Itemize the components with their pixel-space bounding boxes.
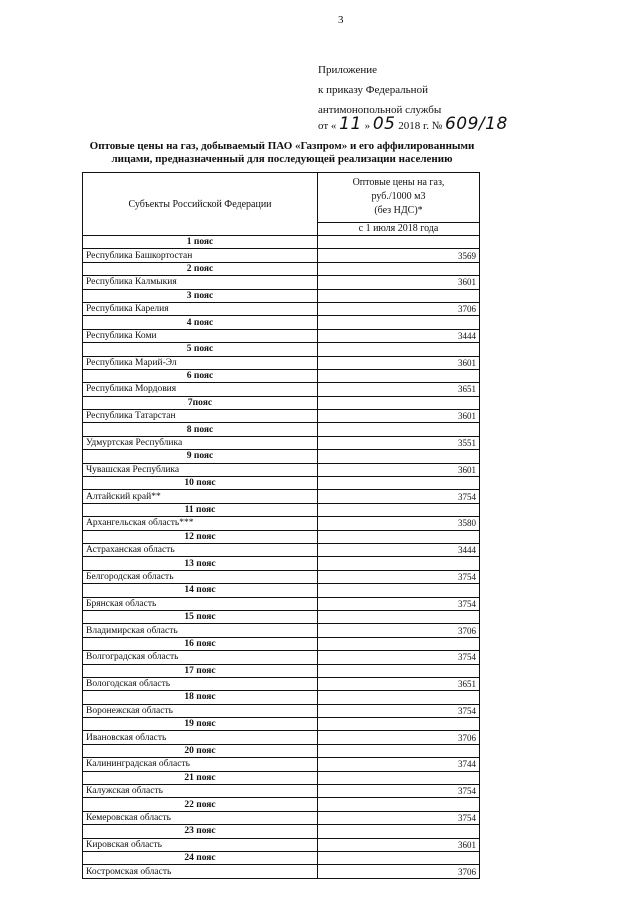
belt-empty-cell — [318, 423, 480, 436]
table-body — [83, 236, 480, 879]
price-value: 3580 — [318, 517, 480, 530]
order-prefix: от « — [318, 120, 337, 132]
table-row — [83, 570, 480, 583]
belt-empty-cell — [318, 289, 480, 302]
table-row — [83, 356, 480, 369]
region-name: Калининградская область — [83, 758, 318, 771]
price-value: 3754 — [318, 651, 480, 664]
region-name: Астраханская область — [83, 543, 318, 556]
belt-empty-cell — [318, 637, 480, 650]
price-value: 3754 — [318, 704, 480, 717]
price-value: 3754 — [318, 570, 480, 583]
table-row — [83, 677, 480, 690]
belt-label: 21 пояс — [83, 771, 318, 784]
region-name: Республика Карелия — [83, 302, 318, 315]
price-value: 3651 — [318, 383, 480, 396]
belt-row — [83, 423, 480, 436]
table-row — [83, 249, 480, 262]
belt-empty-cell — [318, 718, 480, 731]
table-row — [83, 383, 480, 396]
belt-label: 13 пояс — [83, 557, 318, 570]
belt-row — [83, 825, 480, 838]
belt-row — [83, 851, 480, 864]
belt-row — [83, 798, 480, 811]
belt-empty-cell — [318, 530, 480, 543]
belt-label: 8 пояс — [83, 423, 318, 436]
belt-empty-cell — [318, 236, 480, 249]
belt-empty-cell — [318, 450, 480, 463]
belt-empty-cell — [318, 503, 480, 516]
region-name: Республика Калмыкия — [83, 276, 318, 289]
header-prices-line: руб./1000 м3 — [371, 191, 426, 203]
belt-empty-cell — [318, 316, 480, 329]
order-mid: » — [364, 120, 371, 132]
price-value: 3601 — [318, 838, 480, 851]
appendix-line: антимонопольной службы — [318, 104, 442, 116]
belt-label: 3 пояс — [83, 289, 318, 302]
belt-label: 14 пояс — [83, 584, 318, 597]
region-name: Воронежская область — [83, 704, 318, 717]
region-name: Архангельская область*** — [83, 517, 318, 530]
region-name: Кировская область — [83, 838, 318, 851]
table-row — [83, 624, 480, 637]
region-name: Ивановская область — [83, 731, 318, 744]
region-name: Костромская область — [83, 865, 318, 878]
belt-row — [83, 262, 480, 275]
price-value: 3444 — [318, 329, 480, 342]
belt-empty-cell — [318, 798, 480, 811]
belt-label: 19 пояс — [83, 718, 318, 731]
price-value: 3706 — [318, 731, 480, 744]
region-name: Алтайский край** — [83, 490, 318, 503]
belt-empty-cell — [318, 744, 480, 757]
belt-empty-cell — [318, 557, 480, 570]
header-subjects: Субъекты Российской Федерации — [83, 173, 318, 236]
belt-row — [83, 369, 480, 382]
belt-label: 10 пояс — [83, 477, 318, 490]
belt-row — [83, 503, 480, 516]
price-value: 3601 — [318, 276, 480, 289]
belt-empty-cell — [318, 477, 480, 490]
belt-row — [83, 584, 480, 597]
belt-label: 6 пояс — [83, 369, 318, 382]
belt-row — [83, 316, 480, 329]
belt-row — [83, 610, 480, 623]
belt-empty-cell — [318, 691, 480, 704]
belt-row — [83, 530, 480, 543]
belt-row — [83, 744, 480, 757]
price-value: 3551 — [318, 436, 480, 449]
belt-label: 7пояс — [83, 396, 318, 409]
belt-label: 18 пояс — [83, 691, 318, 704]
header-prices — [318, 173, 480, 223]
price-value: 3754 — [318, 785, 480, 798]
table-row — [83, 463, 480, 476]
belt-label: 23 пояс — [83, 825, 318, 838]
table-row — [83, 811, 480, 824]
appendix-line: к приказу Федеральной — [318, 84, 428, 96]
region-name: Республика Коми — [83, 329, 318, 342]
belt-empty-cell — [318, 610, 480, 623]
region-name: Чувашская Республика — [83, 463, 318, 476]
belt-row — [83, 771, 480, 784]
table-row — [83, 302, 480, 315]
belt-label: 11 пояс — [83, 503, 318, 516]
price-value: 3706 — [318, 302, 480, 315]
order-number-handwritten: 609/18 — [444, 114, 508, 134]
price-value: 3754 — [318, 490, 480, 503]
header-prices-line: Оптовые цены на газ, — [352, 177, 445, 189]
table-row — [83, 276, 480, 289]
price-value: 3601 — [318, 356, 480, 369]
belt-label: 17 пояс — [83, 664, 318, 677]
belt-empty-cell — [318, 584, 480, 597]
belt-row — [83, 718, 480, 731]
region-name: Республика Мордовия — [83, 383, 318, 396]
belt-row — [83, 664, 480, 677]
belt-empty-cell — [318, 851, 480, 864]
region-name: Калужская область — [83, 785, 318, 798]
appendix-block — [318, 60, 441, 120]
header-prices-line: (без НДС)* — [374, 205, 423, 217]
belt-label: 2 пояс — [83, 262, 318, 275]
region-name: Вологодская область — [83, 677, 318, 690]
price-value: 3444 — [318, 543, 480, 556]
region-name: Брянская область — [83, 597, 318, 610]
belt-empty-cell — [318, 396, 480, 409]
table-row — [83, 838, 480, 851]
price-value: 3754 — [318, 597, 480, 610]
table-row — [83, 436, 480, 449]
belt-row — [83, 637, 480, 650]
table-row — [83, 517, 480, 530]
title-line: лицами, предназначенный для последующей реализации населению — [111, 153, 453, 165]
region-name: Владимирская область — [83, 624, 318, 637]
belt-row — [83, 450, 480, 463]
table-row — [83, 597, 480, 610]
belt-empty-cell — [318, 771, 480, 784]
belt-row — [83, 396, 480, 409]
belt-label: 20 пояс — [83, 744, 318, 757]
belt-label: 16 пояс — [83, 637, 318, 650]
belt-row — [83, 236, 480, 249]
table-row — [83, 865, 480, 878]
belt-row — [83, 343, 480, 356]
header-date: с 1 июля 2018 года — [318, 222, 480, 235]
table-row — [83, 785, 480, 798]
belt-row — [83, 557, 480, 570]
region-name: Удмуртская Республика — [83, 436, 318, 449]
price-table — [82, 172, 480, 879]
belt-empty-cell — [318, 664, 480, 677]
price-value: 3601 — [318, 463, 480, 476]
belt-label: 4 пояс — [83, 316, 318, 329]
page-number: 3 — [338, 14, 344, 26]
table-row — [83, 543, 480, 556]
belt-empty-cell — [318, 343, 480, 356]
belt-empty-cell — [318, 825, 480, 838]
belt-empty-cell — [318, 262, 480, 275]
belt-row — [83, 691, 480, 704]
belt-label: 5 пояс — [83, 343, 318, 356]
belt-label: 15 пояс — [83, 610, 318, 623]
document-title — [82, 140, 482, 166]
table-row — [83, 704, 480, 717]
belt-label: 1 пояс — [83, 236, 318, 249]
region-name: Волгоградская область — [83, 651, 318, 664]
appendix-line: Приложение — [318, 64, 378, 76]
price-value: 3744 — [318, 758, 480, 771]
price-value: 3651 — [318, 677, 480, 690]
price-value: 3569 — [318, 249, 480, 262]
order-mid: 2018 г. № — [398, 120, 443, 132]
belt-label: 22 пояс — [83, 798, 318, 811]
order-month-handwritten: 05 — [372, 114, 396, 134]
table-row — [83, 651, 480, 664]
order-day-handwritten: 11 — [339, 114, 362, 134]
price-value: 3706 — [318, 865, 480, 878]
title-line: Оптовые цены на газ, добываемый ПАО «Газпром» и его аффилированными — [89, 140, 475, 152]
belt-empty-cell — [318, 369, 480, 382]
region-name: Республика Татарстан — [83, 410, 318, 423]
price-value: 3754 — [318, 811, 480, 824]
order-line — [318, 114, 508, 134]
belt-label: 9 пояс — [83, 450, 318, 463]
region-name: Республика Марий-Эл — [83, 356, 318, 369]
table-row — [83, 731, 480, 744]
table-row — [83, 410, 480, 423]
table-row — [83, 329, 480, 342]
belt-row — [83, 477, 480, 490]
price-value: 3601 — [318, 410, 480, 423]
belt-label: 24 пояс — [83, 851, 318, 864]
table-row — [83, 490, 480, 503]
table-row — [83, 758, 480, 771]
belt-label: 12 пояс — [83, 530, 318, 543]
price-value: 3706 — [318, 624, 480, 637]
belt-row — [83, 289, 480, 302]
region-name: Белгородская область — [83, 570, 318, 583]
region-name: Республика Башкортостан — [83, 249, 318, 262]
region-name: Кемеровская область — [83, 811, 318, 824]
